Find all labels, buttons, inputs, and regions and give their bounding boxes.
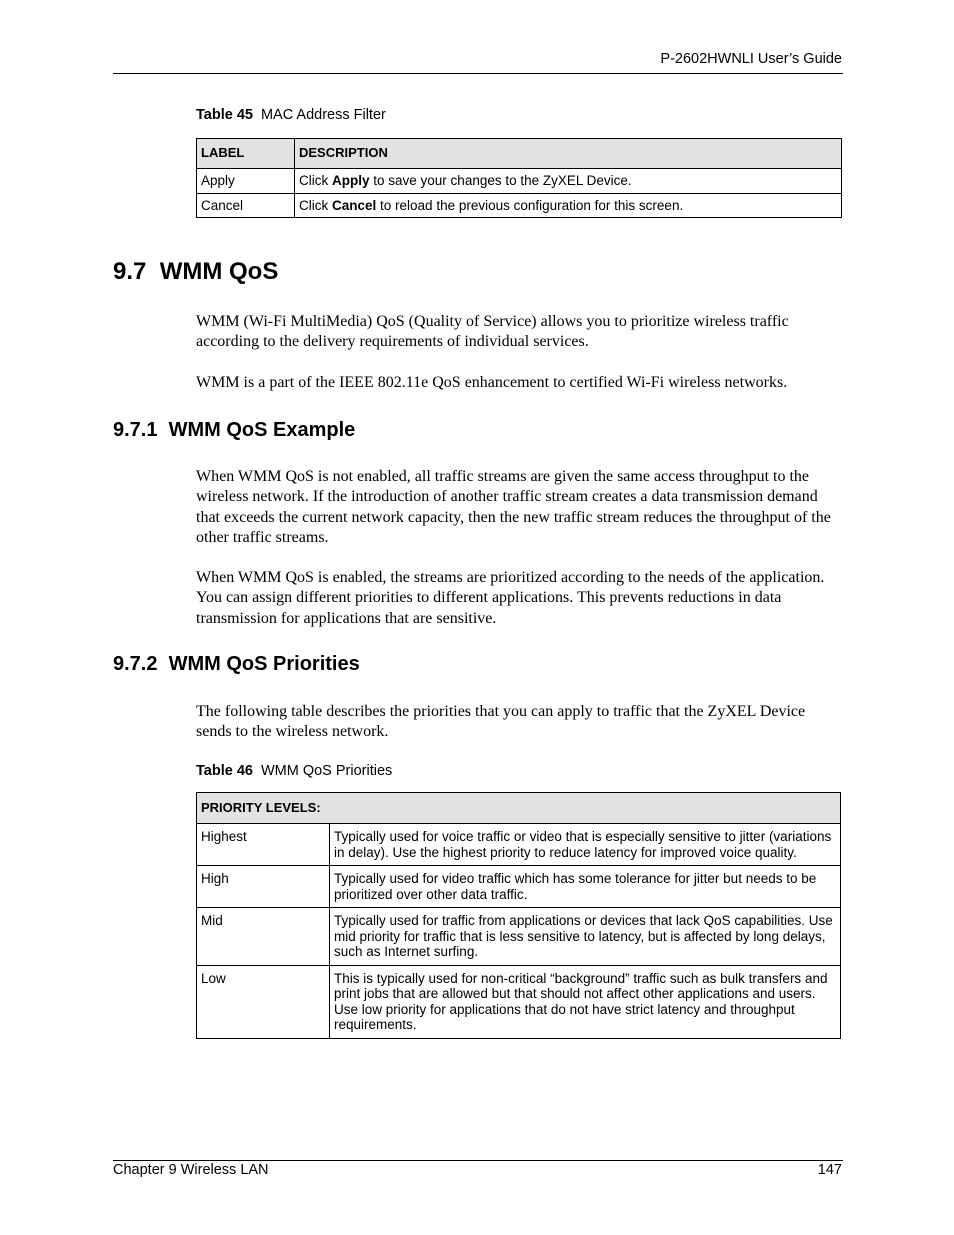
column-header-priority-levels: PRIORITY LEVELS: [197, 793, 841, 824]
table-row [197, 193, 842, 218]
body-paragraph: When WMM QoS is not enabled, all traffic streams are given the same access throughput to the wireless network. If the introduction of another traffic stream creates a data transmission demand that exceeds the current network capacity, then the new traffic stream reduces the throughput of the other traffic streams. [196, 468, 831, 546]
table-header-row [197, 793, 841, 824]
row-label: Apply [197, 169, 295, 194]
mac-address-filter-table [196, 138, 842, 218]
table45-caption [196, 107, 386, 123]
priority-level: High [197, 866, 330, 908]
body-paragraph: WMM is a part of the IEEE 802.11e QoS enhancement to certified Wi-Fi wireless networks. [196, 374, 788, 391]
footer-page-number: 147 [817, 1162, 842, 1178]
footer-rule [113, 1160, 843, 1161]
priority-description: Typically used for traffic from applications or devices that lack QoS capabilities. Use mid priority for traffic that is less sensitive to latency, but is affected by long delays, such as Internet surfing. [330, 908, 841, 966]
table-row [197, 169, 842, 194]
priority-description: This is typically used for non-critical “background” traffic such as bulk transfers and print jobs that are allowed but that should not affect other applications and users. Use low priority for applications that do not have strict latency and throughput requirements. [330, 965, 841, 1038]
priority-level: Highest [197, 824, 330, 866]
row-description: Click Cancel to reload the previous configuration for this screen. [295, 193, 842, 218]
body-paragraph: When WMM QoS is enabled, the streams are prioritized according to the needs of the application. You can assign different priorities to different applications. This prevents reductions in data transmission for applications that are sensitive. [196, 569, 825, 627]
table46-caption [196, 763, 392, 779]
table-row [197, 866, 841, 908]
table-row [197, 908, 841, 966]
header-rule [113, 73, 843, 74]
running-header-title: P-2602HWNLI User’s Guide [660, 51, 842, 67]
column-header-label: LABEL [197, 139, 295, 169]
table-row [197, 965, 841, 1038]
section-heading-9-7-1: 9.7.1 WMM QoS Example [113, 419, 356, 441]
footer-chapter: Chapter 9 Wireless LAN [113, 1162, 269, 1178]
priority-level: Low [197, 965, 330, 1038]
wmm-qos-priorities-table [196, 792, 841, 1039]
row-description: Click Apply to save your changes to the ZyXEL Device. [295, 169, 842, 194]
table46-caption-number: Table 46 [196, 763, 253, 779]
body-paragraph: The following table describes the priorities that you can apply to traffic that the ZyXEL Device sends to the wireless network. [196, 703, 806, 741]
table-row [197, 824, 841, 866]
priority-level: Mid [197, 908, 330, 966]
table45-caption-title: MAC Address Filter [260, 107, 386, 123]
body-paragraph: WMM (Wi-Fi MultiMedia) QoS (Quality of Service) allows you to prioritize wireless traffic according to the delivery requirements of individual services. [196, 313, 789, 351]
section-heading-9-7: 9.7 WMM QoS [113, 258, 279, 285]
priority-description: Typically used for voice traffic or video that is especially sensitive to jitter (variations in delay). Use the highest priority to reduce latency for improved voice quality. [330, 824, 841, 866]
row-label: Cancel [197, 193, 295, 218]
priority-description: Typically used for video traffic which has some tolerance for jitter but needs to be prioritized over other data traffic. [330, 866, 841, 908]
section-heading-9-7-2: 9.7.2 WMM QoS Priorities [113, 653, 360, 675]
table46-caption-title: WMM QoS Priorities [260, 763, 393, 779]
table45-caption-number: Table 45 [196, 107, 253, 123]
table-header-row [197, 139, 842, 169]
column-header-description: DESCRIPTION [295, 139, 842, 169]
